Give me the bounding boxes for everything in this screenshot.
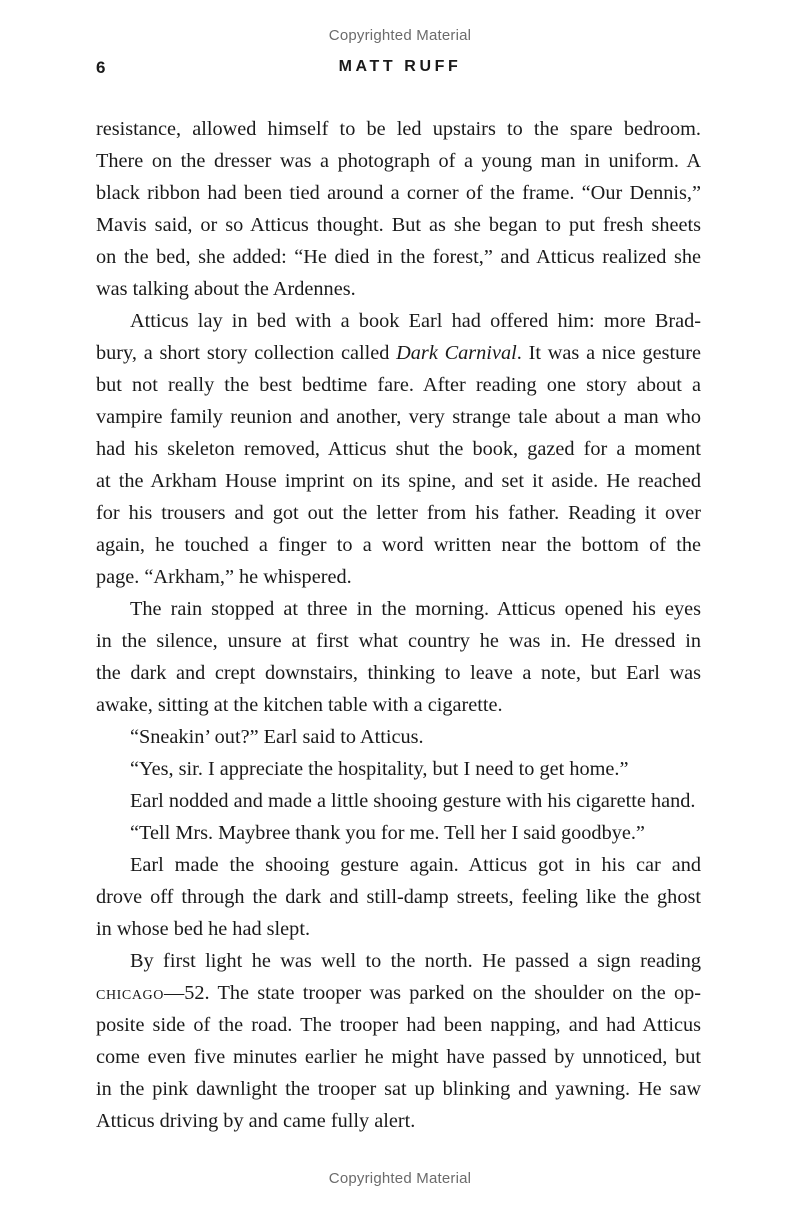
text-line: but not really the best bedtime fare. After reading one story about a: [96, 374, 701, 396]
text-line: had his skeleton removed, Atticus shut the book, gazed for a moment: [96, 438, 701, 460]
text-line: in the silence, unsure at first what country he was in. He dressed in: [96, 630, 701, 652]
text-line: Earl made the shooing gesture again. Atticus got in his car and: [130, 854, 701, 876]
text-line: There on the dresser was a photograph of a young man in uniform. A: [96, 150, 701, 172]
text-line: “Tell Mrs. Maybree thank you for me. Tell her I said goodbye.”: [130, 822, 645, 844]
text-line: The rain stopped at three in the morning. Atticus opened his eyes: [130, 598, 701, 620]
text-fragment: . It was a nice gesture: [516, 342, 701, 364]
text-line: again, he touched a finger to a word written near the bottom of the: [96, 534, 701, 556]
text-line: posite side of the road. The trooper had been napping, and had Atticus: [96, 1014, 701, 1036]
text-line: vampire family reunion and another, very strange tale about a man who: [96, 406, 701, 428]
book-title-italic: Dark Carnival: [396, 342, 517, 364]
text-line: Mavis said, or so Atticus thought. But as she began to put fresh sheets: [96, 214, 701, 236]
text-line: By first light he was well to the north. He passed a sign reading: [130, 950, 701, 972]
text-line: for his trousers and got out the letter from his father. Reading it over: [96, 502, 701, 524]
copyright-watermark-bottom: Copyrighted Material: [328, 1170, 472, 1187]
text-line: awake, sitting at the kitchen table with a cigarette.: [96, 694, 503, 716]
text-line-with-sign: [96, 977, 701, 1009]
running-head-author: MATT RUFF: [338, 58, 462, 75]
text-line: at the Arkham House imprint on its spine, and set it aside. He reached: [96, 470, 701, 492]
text-line: black ribbon had been tied around a corner of the frame. “Our Dennis,”: [96, 182, 701, 204]
text-line: Atticus lay in bed with a book Earl had offered him: more Brad-: [130, 310, 701, 332]
copyright-watermark-top: Copyrighted Material: [328, 27, 472, 44]
text-line: “Sneakin’ out?” Earl said to Atticus.: [130, 726, 424, 748]
text-line: in the pink dawnlight the trooper sat up blinking and yawning. He saw: [96, 1078, 701, 1100]
body-text: [96, 113, 701, 1137]
text-line: was talking about the Ardennes.: [96, 278, 356, 300]
text-fragment: bury, a short story collection called: [96, 342, 397, 364]
text-line: Earl nodded and made a little shooing gesture with his cigarette hand.: [130, 790, 696, 812]
page-number: 6: [96, 58, 106, 77]
text-line: Atticus driving by and came fully alert.: [96, 1110, 416, 1132]
text-line: “Yes, sir. I appreciate the hospitality, but I need to get home.”: [130, 758, 629, 780]
text-line: come even five minutes earlier he might have passed by unnoticed, but: [96, 1046, 701, 1068]
text-line: page. “Arkham,” he whispered.: [96, 566, 352, 588]
text-line: resistance, allowed himself to be led upstairs to the spare bedroom.: [96, 118, 701, 140]
text-line: the dark and crept downstairs, thinking to leave a note, but Earl was: [96, 662, 701, 684]
sign-text-smallcaps: chicago: [96, 982, 164, 1004]
text-line: in whose bed he had slept.: [96, 918, 311, 940]
text-fragment: —52. The state trooper was parked on the shoulder on the op-: [163, 982, 701, 1004]
text-line: drove off through the dark and still-damp streets, feeling like the ghost: [96, 886, 701, 908]
text-line: on the bed, she added: “He died in the forest,” and Atticus realized she: [96, 246, 701, 268]
text-line-with-italic-title: [96, 337, 701, 369]
